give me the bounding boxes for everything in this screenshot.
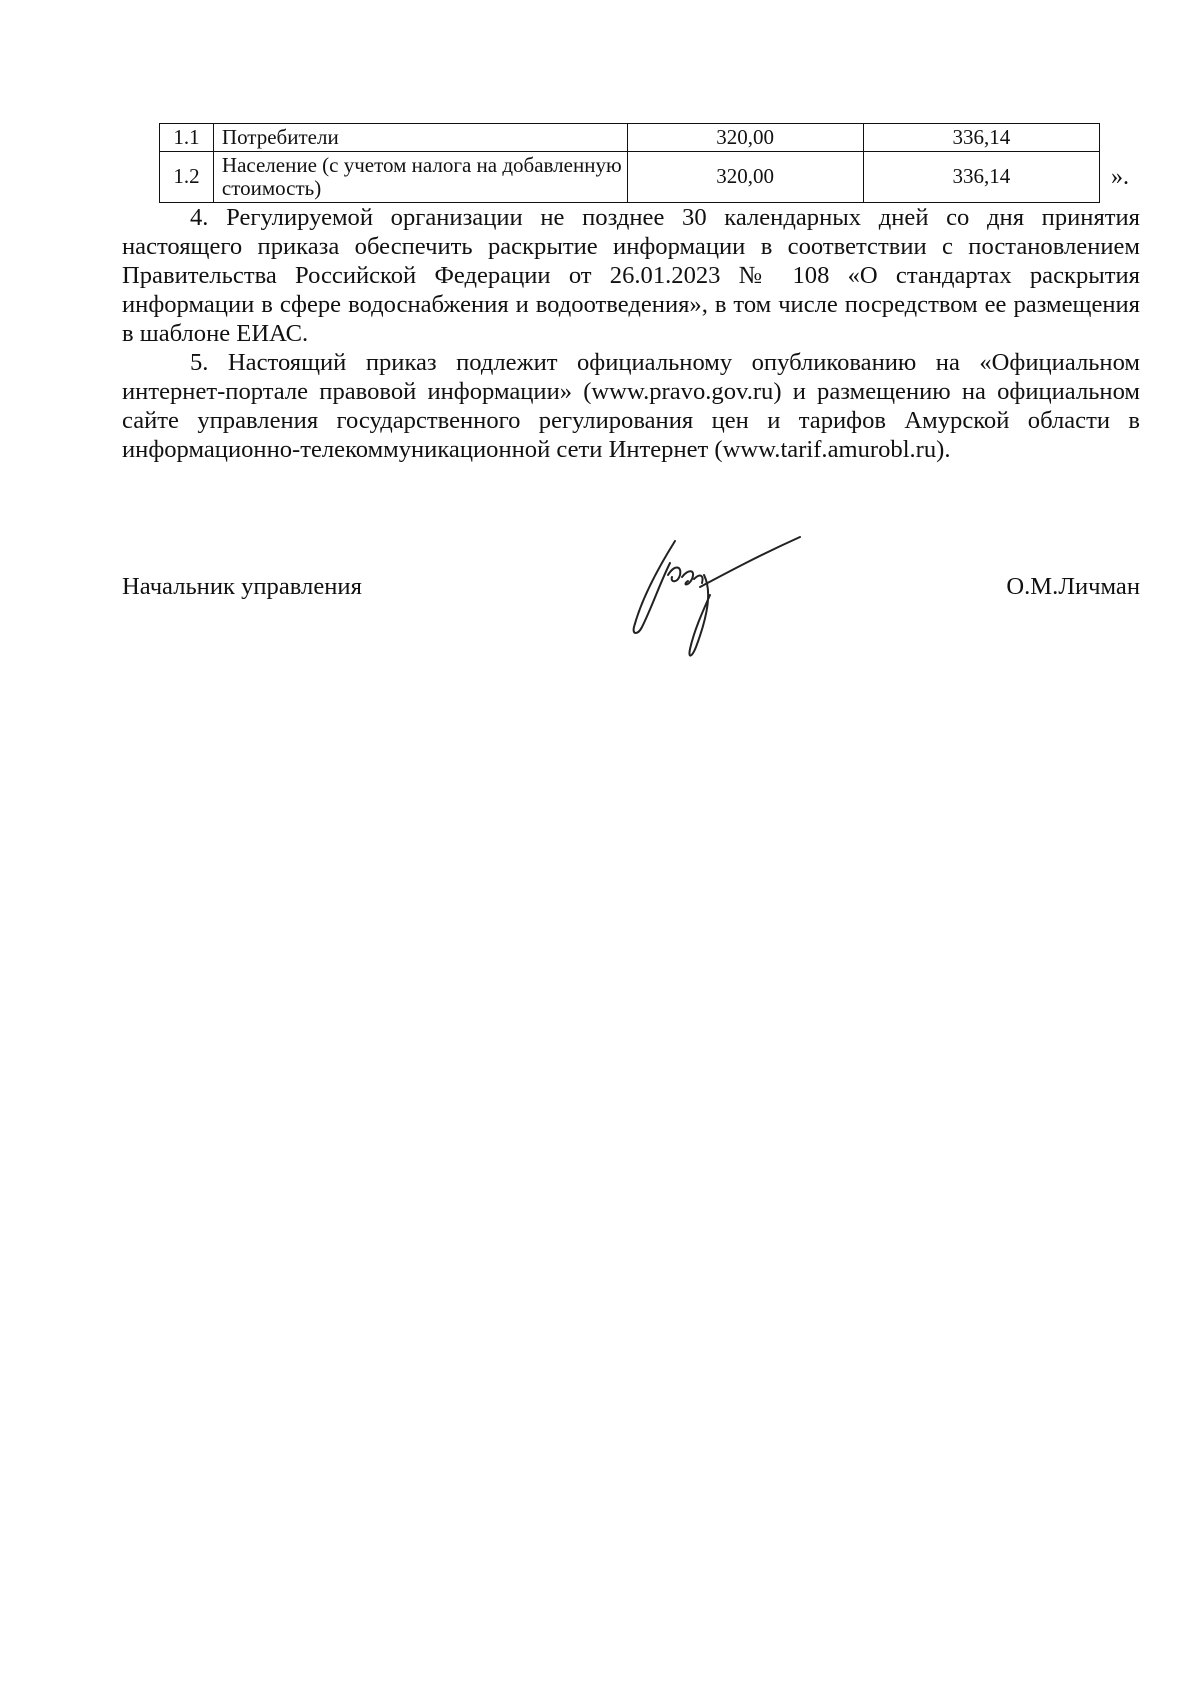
clause-5: 5. Настоящий приказ подлежит официальному опубликованию на «Официальном интернет-портале правовой информации» (www.pravo.gov.ru) и размещению на официальном сайте управления государственного регулирования цен и тарифов Амурской области в информационно-телекоммуникационной сети Интернет (www.tarif.amurobl.ru). <box>122 349 1140 463</box>
order-clauses <box>122 203 1140 464</box>
row-tariff-value-2: 336,14 <box>863 152 1099 203</box>
table-row <box>160 152 1100 203</box>
row-tariff-value-2: 336,14 <box>863 124 1099 152</box>
row-consumer-name: Потребители <box>213 124 627 152</box>
table-closing-quote: ». <box>1111 164 1129 190</box>
row-number: 1.1 <box>160 124 214 152</box>
tariff-table <box>159 123 1100 203</box>
clause-4: 4. Регулируемой организации не позднее 30 календарных дней со дня принятия настоящего приказа обеспечить раскрытие информации в соответствии с постановлением Правительства Российской Федерации от 26.01.2023 № 108 «О стандартах раскрытия информации в сфере водоснабжения и водоотведения», в том числе посредством ее размещения в шаблоне ЕИАС. <box>122 204 1140 347</box>
signer-name: О.М.Личман <box>1006 573 1140 600</box>
row-number: 1.2 <box>160 152 214 203</box>
table-row <box>160 124 1100 152</box>
row-tariff-value-1: 320,00 <box>627 152 863 203</box>
handwritten-signature-icon <box>630 535 810 665</box>
row-consumer-name: Население (с учетом налога на добавленную стоимость) <box>213 152 627 203</box>
signer-position: Начальник управления <box>122 573 362 600</box>
row-tariff-value-1: 320,00 <box>627 124 863 152</box>
